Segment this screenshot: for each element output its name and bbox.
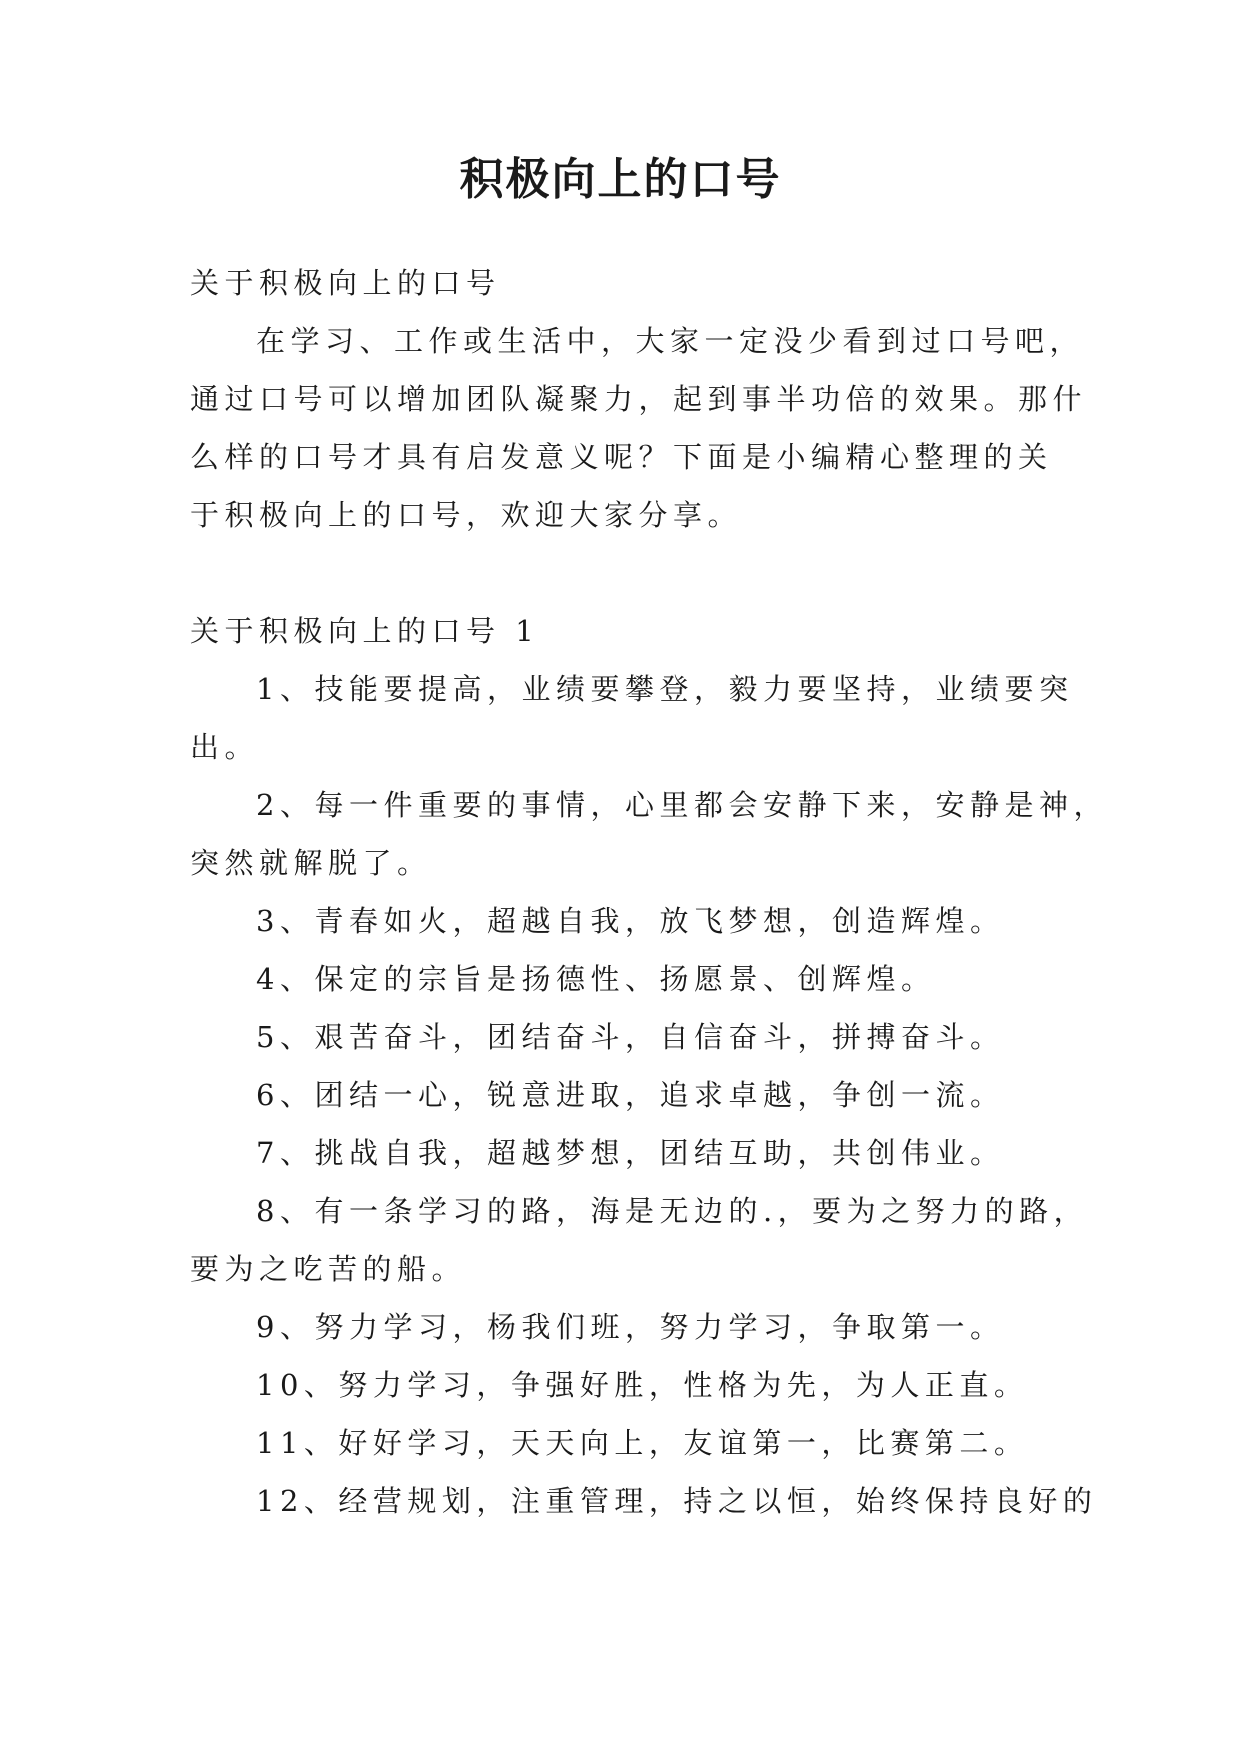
text-line: 12、经营规划，注重管理，持之以恒，始终保持良好的	[256, 1484, 1098, 1518]
text-line: 9、努力学习，杨我们班，努力学习，争取第一。	[256, 1310, 1005, 1344]
text-line: 1、技能要提高，业绩要攀登，毅力要坚持，业绩要突	[256, 672, 1074, 706]
document-title: 积极向上的口号	[459, 154, 782, 205]
document-body	[190, 254, 1108, 1530]
text-line: 6、团结一心，锐意进取，追求卓越，争创一流。	[256, 1078, 1005, 1112]
paragraph-gap	[190, 544, 1050, 602]
text-line: 10、努力学习，争强好胜，性格为先，为人正直。	[256, 1368, 1029, 1402]
text-line: 关于积极向上的口号 1	[190, 614, 540, 648]
text-line: 11、好好学习，天天向上，友谊第一，比赛第二。	[256, 1426, 1029, 1460]
text-line: 8、有一条学习的路，海是无边的.，要为之努力的路，	[256, 1194, 1089, 1228]
text-line: 出。	[190, 730, 260, 764]
text-line: 关于积极向上的口号	[190, 266, 501, 300]
text-line: 要为之吃苦的船。	[190, 1252, 467, 1286]
text-line: 7、挑战自我，超越梦想，团结互助，共创伟业。	[256, 1136, 1005, 1170]
text-line: 突然就解脱了。	[190, 846, 432, 880]
text-line: 5、艰苦奋斗，团结奋斗，自信奋斗，拼搏奋斗。	[256, 1020, 1005, 1054]
text-line: 2、每一件重要的事情，心里都会安静下来，安静是神，	[256, 788, 1108, 822]
text-line: 于积极向上的口号，欢迎大家分享。	[190, 498, 743, 532]
text-line: 么样的口号才具有启发意义呢？下面是小编精心整理的关	[190, 440, 1053, 474]
text-line: 通过口号可以增加团队凝聚力，起到事半功倍的效果。那什	[190, 382, 1088, 416]
text-line: 3、青春如火，超越自我，放飞梦想，创造辉煌。	[256, 904, 1005, 938]
text-line: 4、保定的宗旨是扬德性、扬愿景、创辉煌。	[256, 962, 936, 996]
text-line: 在学习、工作或生活中，大家一定没少看到过口号吧，	[256, 324, 1085, 358]
